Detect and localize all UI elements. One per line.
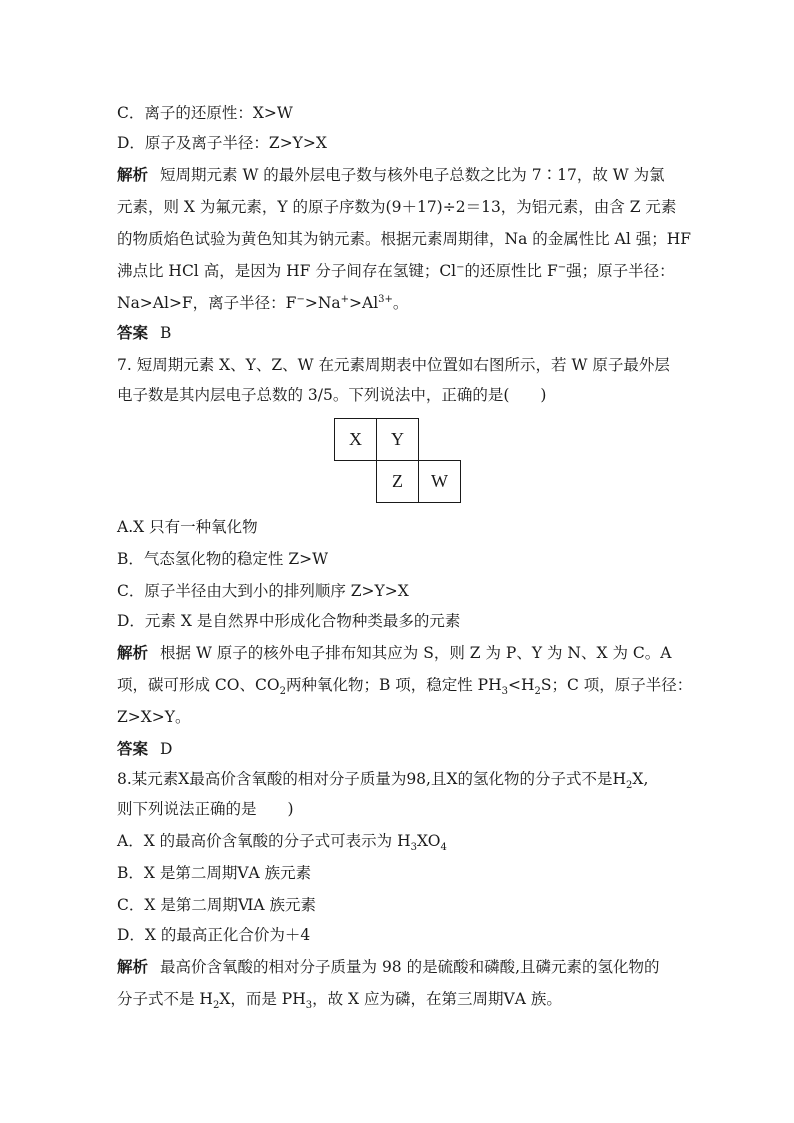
text: 项，碳可形成 CO、CO <box>117 676 280 694</box>
q7-option-c: C．原子半径由大到小的排列顺序 Z>Y>X <box>117 582 409 600</box>
text: 根据 W 原子的核外电子排布知其应为 S，则 Z 为 P、Y 为 N、X 为 C。A <box>160 644 672 662</box>
text: 两种氧化物；B 项，稳定性 PH <box>285 676 502 694</box>
text: X，而是 PH <box>219 990 306 1008</box>
subscript: 3 <box>501 686 509 698</box>
subscript: 3 <box>305 1000 313 1012</box>
answer-value: D <box>160 740 173 758</box>
q7-option-a: A.X 只有一种氧化物 <box>117 518 258 536</box>
analysis-label: 解析 <box>117 957 149 976</box>
q6-analysis-line-5 <box>117 292 687 314</box>
subscript: 3 <box>410 842 417 854</box>
answer-label: 答案 <box>117 739 149 758</box>
text: 沸点比 HCl 高，是因为 HF 分子间存在氢键；Cl <box>117 262 457 280</box>
q8-option-c: C．X 是第二周期ⅥA 族元素 <box>117 896 317 914</box>
q7-analysis-line-1 <box>117 642 687 664</box>
q8-analysis-line-1 <box>117 956 687 978</box>
text: S；C 项，原子半径： <box>540 676 693 694</box>
text: <H <box>508 676 535 694</box>
periodic-table-fragment <box>334 418 460 502</box>
text: 最高价含氧酸的相对分子质量为 98 的是硫酸和磷酸,且磷元素的氢化物的 <box>160 958 660 976</box>
q6-option-c: C．离子的还原性：X>W <box>117 104 293 122</box>
q8-option-d: D．X 的最高正化合价为＋4 <box>117 926 311 944</box>
text: A．X 的最高价含氧酸的分子式可表示为 H <box>117 832 411 850</box>
q6-option-d: D．原子及离子半径：Z>Y>X <box>117 134 327 152</box>
text: 的还原性比 F <box>464 262 558 280</box>
q8-option-a <box>117 830 687 852</box>
answer-label: 答案 <box>117 323 149 342</box>
q7-analysis-line-3: Z>X>Y。 <box>117 708 191 726</box>
q8-option-b: B．X 是第二周期ⅤA 族元素 <box>117 864 312 882</box>
q6-analysis-line-2: 元素，则 X 为氟元素，Y 的原子序数为(9＋17)÷2＝13，为铝元素，由含 Z 元素 <box>117 198 677 216</box>
subscript: 4 <box>440 842 447 854</box>
q7-option-b: B．气态氢化物的稳定性 Z>W <box>117 550 329 568</box>
text: X, <box>632 770 649 788</box>
subscript: 2 <box>534 686 541 698</box>
q7-answer <box>117 738 687 760</box>
q7-analysis-line-2 <box>117 674 693 698</box>
subscript: 2 <box>626 780 633 792</box>
q7-stem-line-1: 7. 短周期元素 X、Y、Z、W 在元素周期表中位置如右图所示，若 W 原子最外层 <box>117 356 670 374</box>
analysis-label: 解析 <box>117 643 149 662</box>
text: XO <box>416 832 441 850</box>
superscript: + <box>340 293 350 305</box>
q6-analysis-line-1 <box>117 164 687 186</box>
superscript: 3+ <box>378 293 393 305</box>
superscript: − <box>557 261 567 273</box>
superscript: − <box>456 261 465 273</box>
subscript: 2 <box>212 1000 220 1012</box>
cell-y: Y <box>376 418 419 461</box>
answer-value: B <box>160 324 172 342</box>
analysis-label: 解析 <box>117 165 149 184</box>
subscript: 2 <box>279 686 286 698</box>
q8-stem-line-2: 则下列说法正确的是 ) <box>117 800 294 818</box>
text: 分子式不是 H <box>117 990 213 1008</box>
q8-stem-line-1 <box>117 768 687 790</box>
text: ，故 X 应为磷，在第三周期ⅤA 族。 <box>312 990 562 1008</box>
q6-answer <box>117 322 687 344</box>
superscript: − <box>296 293 305 305</box>
text: 强；原子半径： <box>566 262 675 280</box>
text: >Al <box>349 294 379 312</box>
text: 短周期元素 W 的最外层电子数与核外电子总数之比为 7∶17，故 W 为氯 <box>160 166 665 184</box>
q8-analysis-line-2 <box>117 988 687 1010</box>
q7-stem-line-2: 电子数是其内层电子总数的 3/5。下列说法中，正确的是( ) <box>117 386 547 404</box>
cell-x: X <box>334 418 377 461</box>
cell-z: Z <box>376 460 419 503</box>
q7-option-d: D．元素 X 是自然界中形成化合物种类最多的元素 <box>117 612 461 630</box>
q6-analysis-line-4 <box>117 260 687 282</box>
text: >Na <box>304 294 341 312</box>
text: Na>Al>F，离子半径：F <box>117 294 297 312</box>
text: 8.某元素X最高价含氧酸的相对分子质量为98,且X的氢化物的分子式不是H <box>117 770 627 788</box>
cell-w: W <box>418 460 461 503</box>
q6-analysis-line-3: 的物质焰色试验为黄色知其为钠元素。根据元素周期律，Na 的金属性比 Al 强；HF <box>117 230 692 248</box>
text: 。 <box>392 294 409 312</box>
